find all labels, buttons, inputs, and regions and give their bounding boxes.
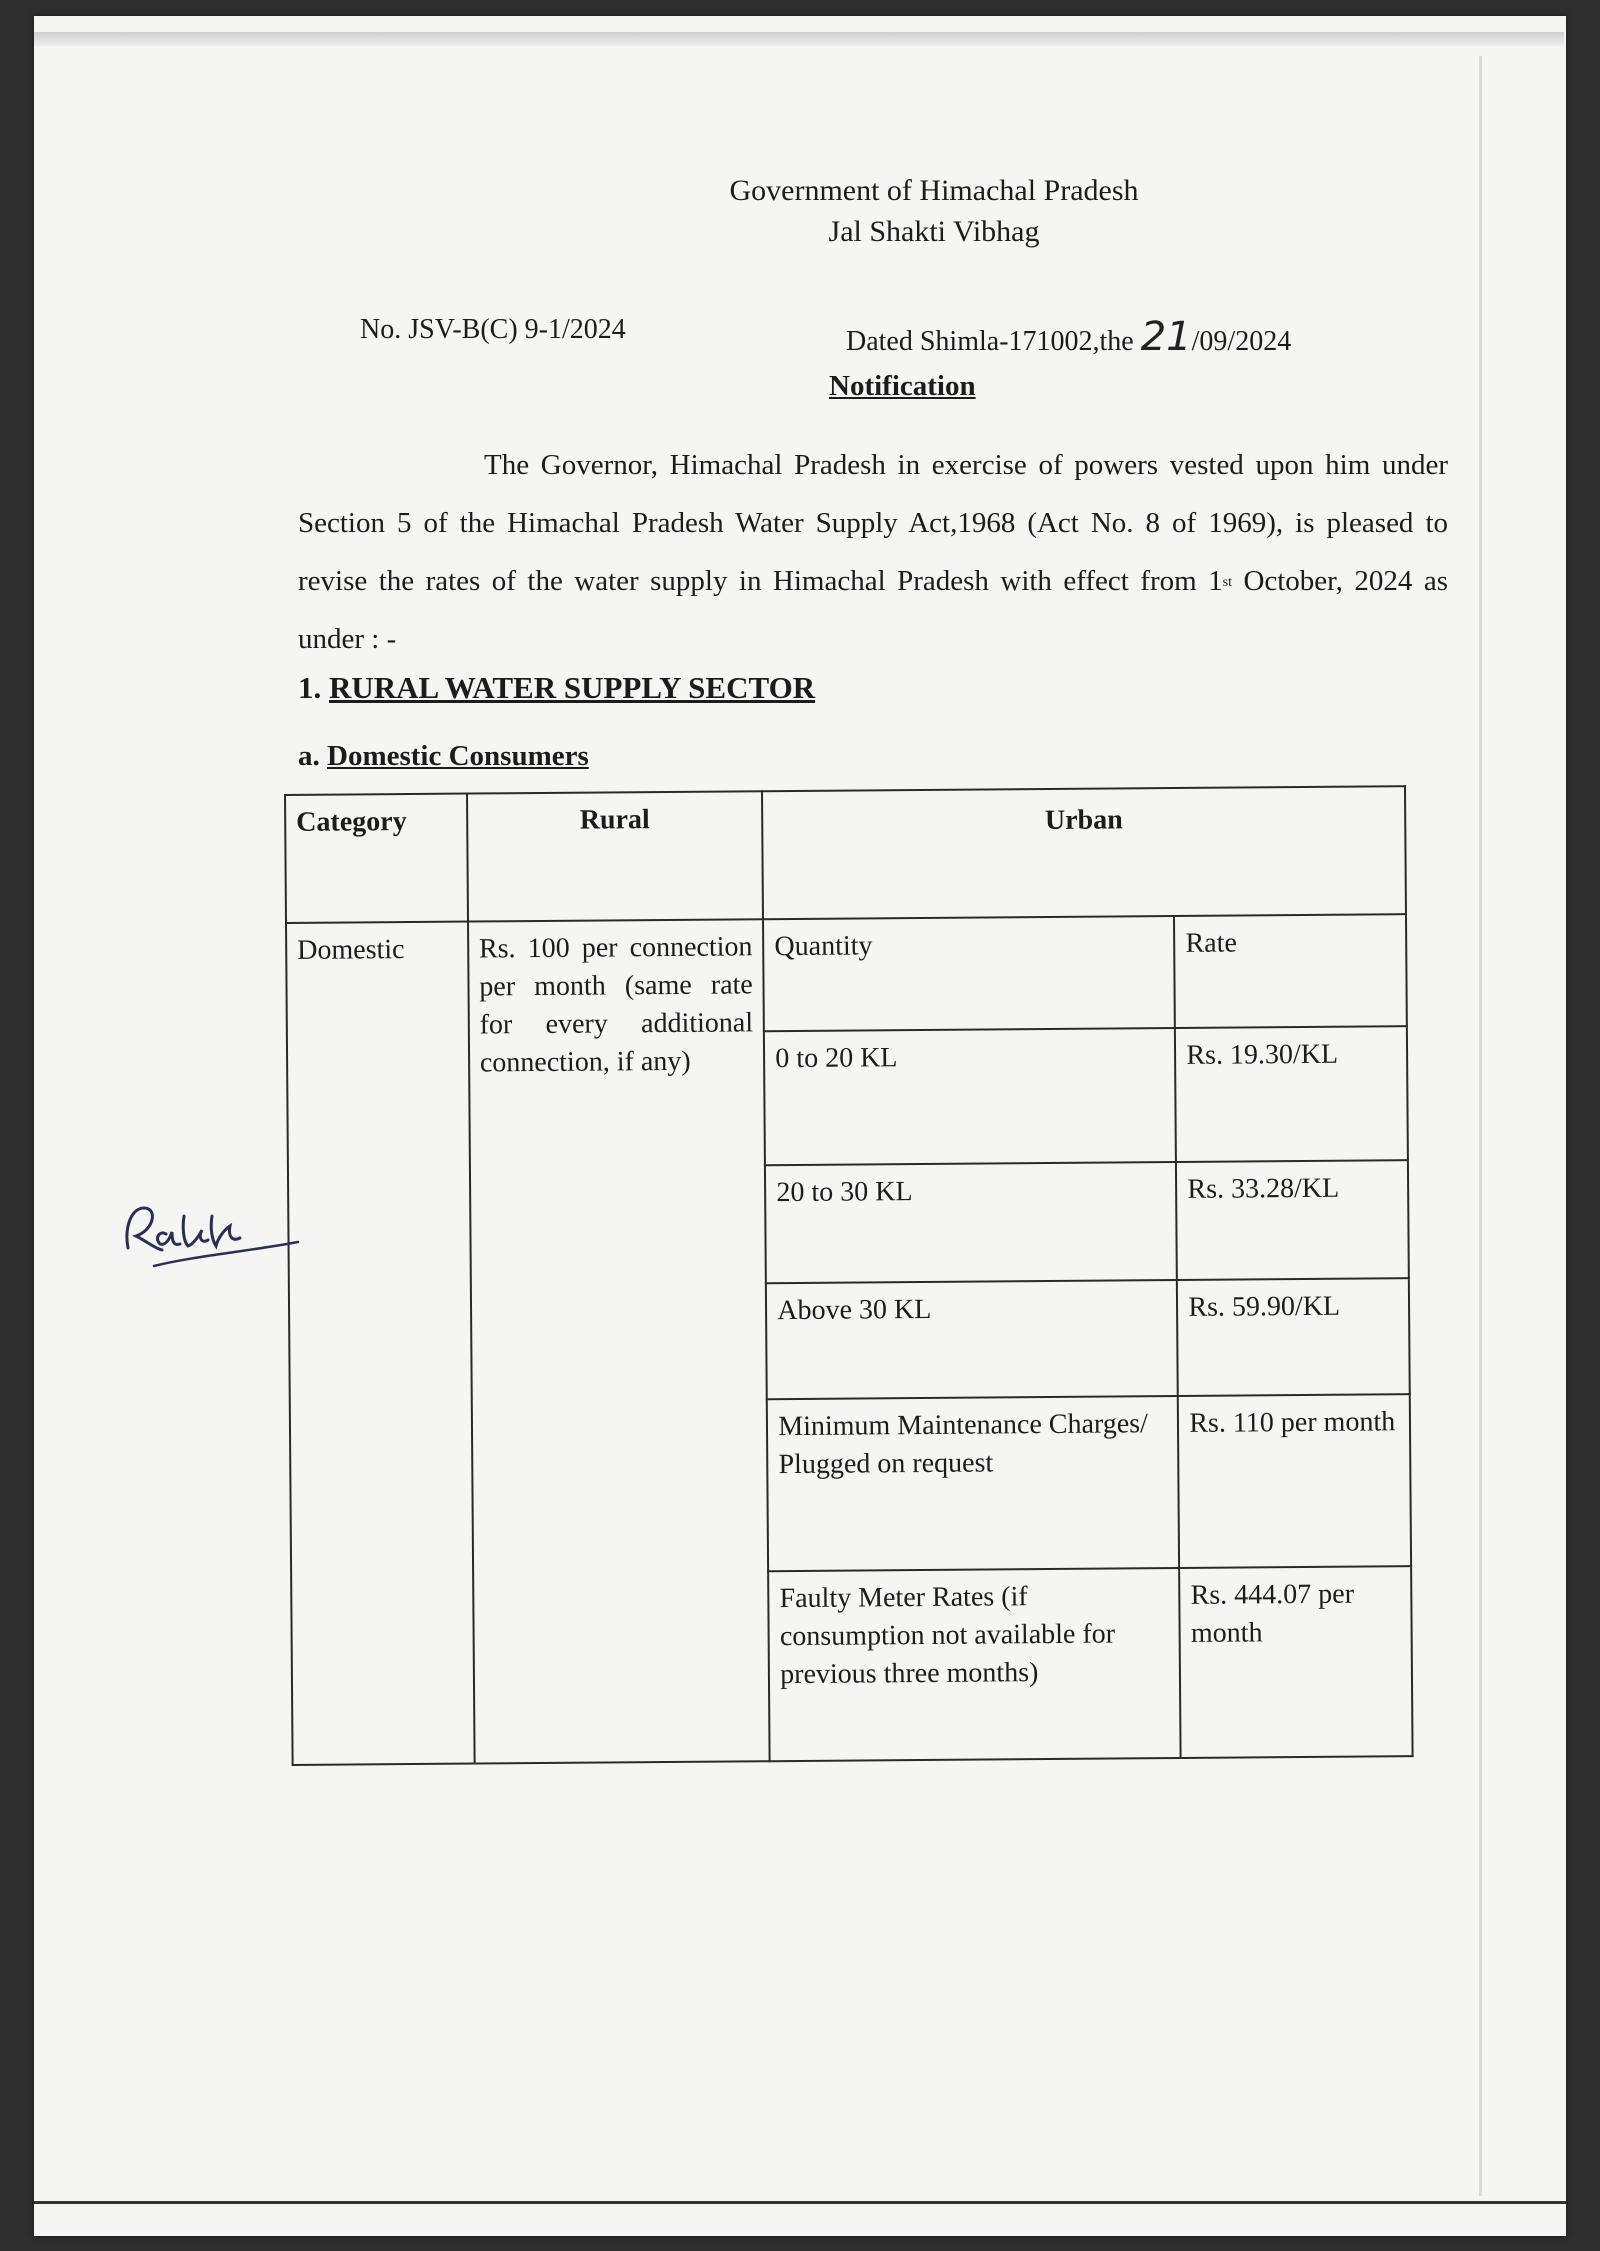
- document-page: [34, 16, 1566, 2236]
- urban-subheader-rate: Rate: [1174, 914, 1407, 1028]
- header-category: Category: [285, 794, 468, 923]
- table-row: [286, 914, 1407, 1035]
- handwritten-day: 21: [1140, 314, 1192, 360]
- subsection-title: Domestic Consumers: [327, 740, 589, 772]
- section-title: RURAL WATER SUPPLY SECTOR: [329, 670, 816, 705]
- paragraph-text-end: October, 2024 as under : -: [298, 565, 1448, 655]
- section-number: 1.: [298, 670, 322, 705]
- top-edge: [34, 32, 1564, 46]
- header-urban: Urban: [762, 786, 1406, 919]
- date-suffix: /09/2024: [1191, 326, 1292, 357]
- subsection-heading: [298, 740, 589, 773]
- urban-subheader-quantity: Quantity: [763, 916, 1175, 1031]
- dated-line: [846, 314, 1291, 360]
- paragraph-text: The Governor, Himachal Pradesh in exercise of powers vested upon him under Section 5 of the Himachal Pradesh Water Supply Act,1968 (Act No. 8 of 1969), is pleased to revise the rates of the water supply in Himachal Pradesh with effect from 1: [298, 449, 1448, 597]
- quantity-cell: 20 to 30 KL: [765, 1162, 1177, 1283]
- rate-cell: Rs. 33.28/KL: [1176, 1160, 1409, 1280]
- table-header-row: [285, 786, 1406, 923]
- ordinal-sup: st: [1222, 575, 1232, 590]
- quantity-cell: 0 to 20 KL: [764, 1028, 1176, 1165]
- rate-cell: Rs. 59.90/KL: [1177, 1278, 1410, 1396]
- notification-title: Notification: [829, 370, 976, 402]
- header-government: Government of Himachal Pradesh: [729, 174, 1139, 207]
- quantity-cell: Faulty Meter Rates (if consumption not available for previous three months): [768, 1568, 1181, 1761]
- notification-paragraph: [298, 436, 1448, 668]
- bottom-edge: [34, 2201, 1566, 2204]
- rural-rate-cell: Rs. 100 per connection per month (same rate for every additional connection, if any): [468, 919, 770, 1763]
- header-department: Jal Shakti Vibhag: [828, 215, 1040, 248]
- header-rural: Rural: [467, 791, 763, 921]
- quantity-cell: Above 30 KL: [766, 1280, 1178, 1399]
- rate-cell: Rs. 110 per month: [1178, 1394, 1411, 1568]
- dated-prefix: Dated Shimla-171002,the: [846, 326, 1134, 357]
- section-heading: [298, 670, 815, 706]
- subsection-letter: a.: [298, 740, 320, 772]
- rates-table: [284, 785, 1414, 1766]
- category-cell: Domestic: [286, 922, 474, 1765]
- reference-number: No. JSV-B(C) 9-1/2024: [360, 314, 626, 345]
- quantity-cell: Minimum Maintenance Charges/ Plugged on request: [767, 1396, 1179, 1571]
- rate-cell: Rs. 19.30/KL: [1175, 1026, 1408, 1162]
- rate-cell: Rs. 444.07 per month: [1179, 1566, 1412, 1758]
- page-fold-line: [1479, 56, 1482, 2196]
- handwritten-signature: [114, 1186, 304, 1276]
